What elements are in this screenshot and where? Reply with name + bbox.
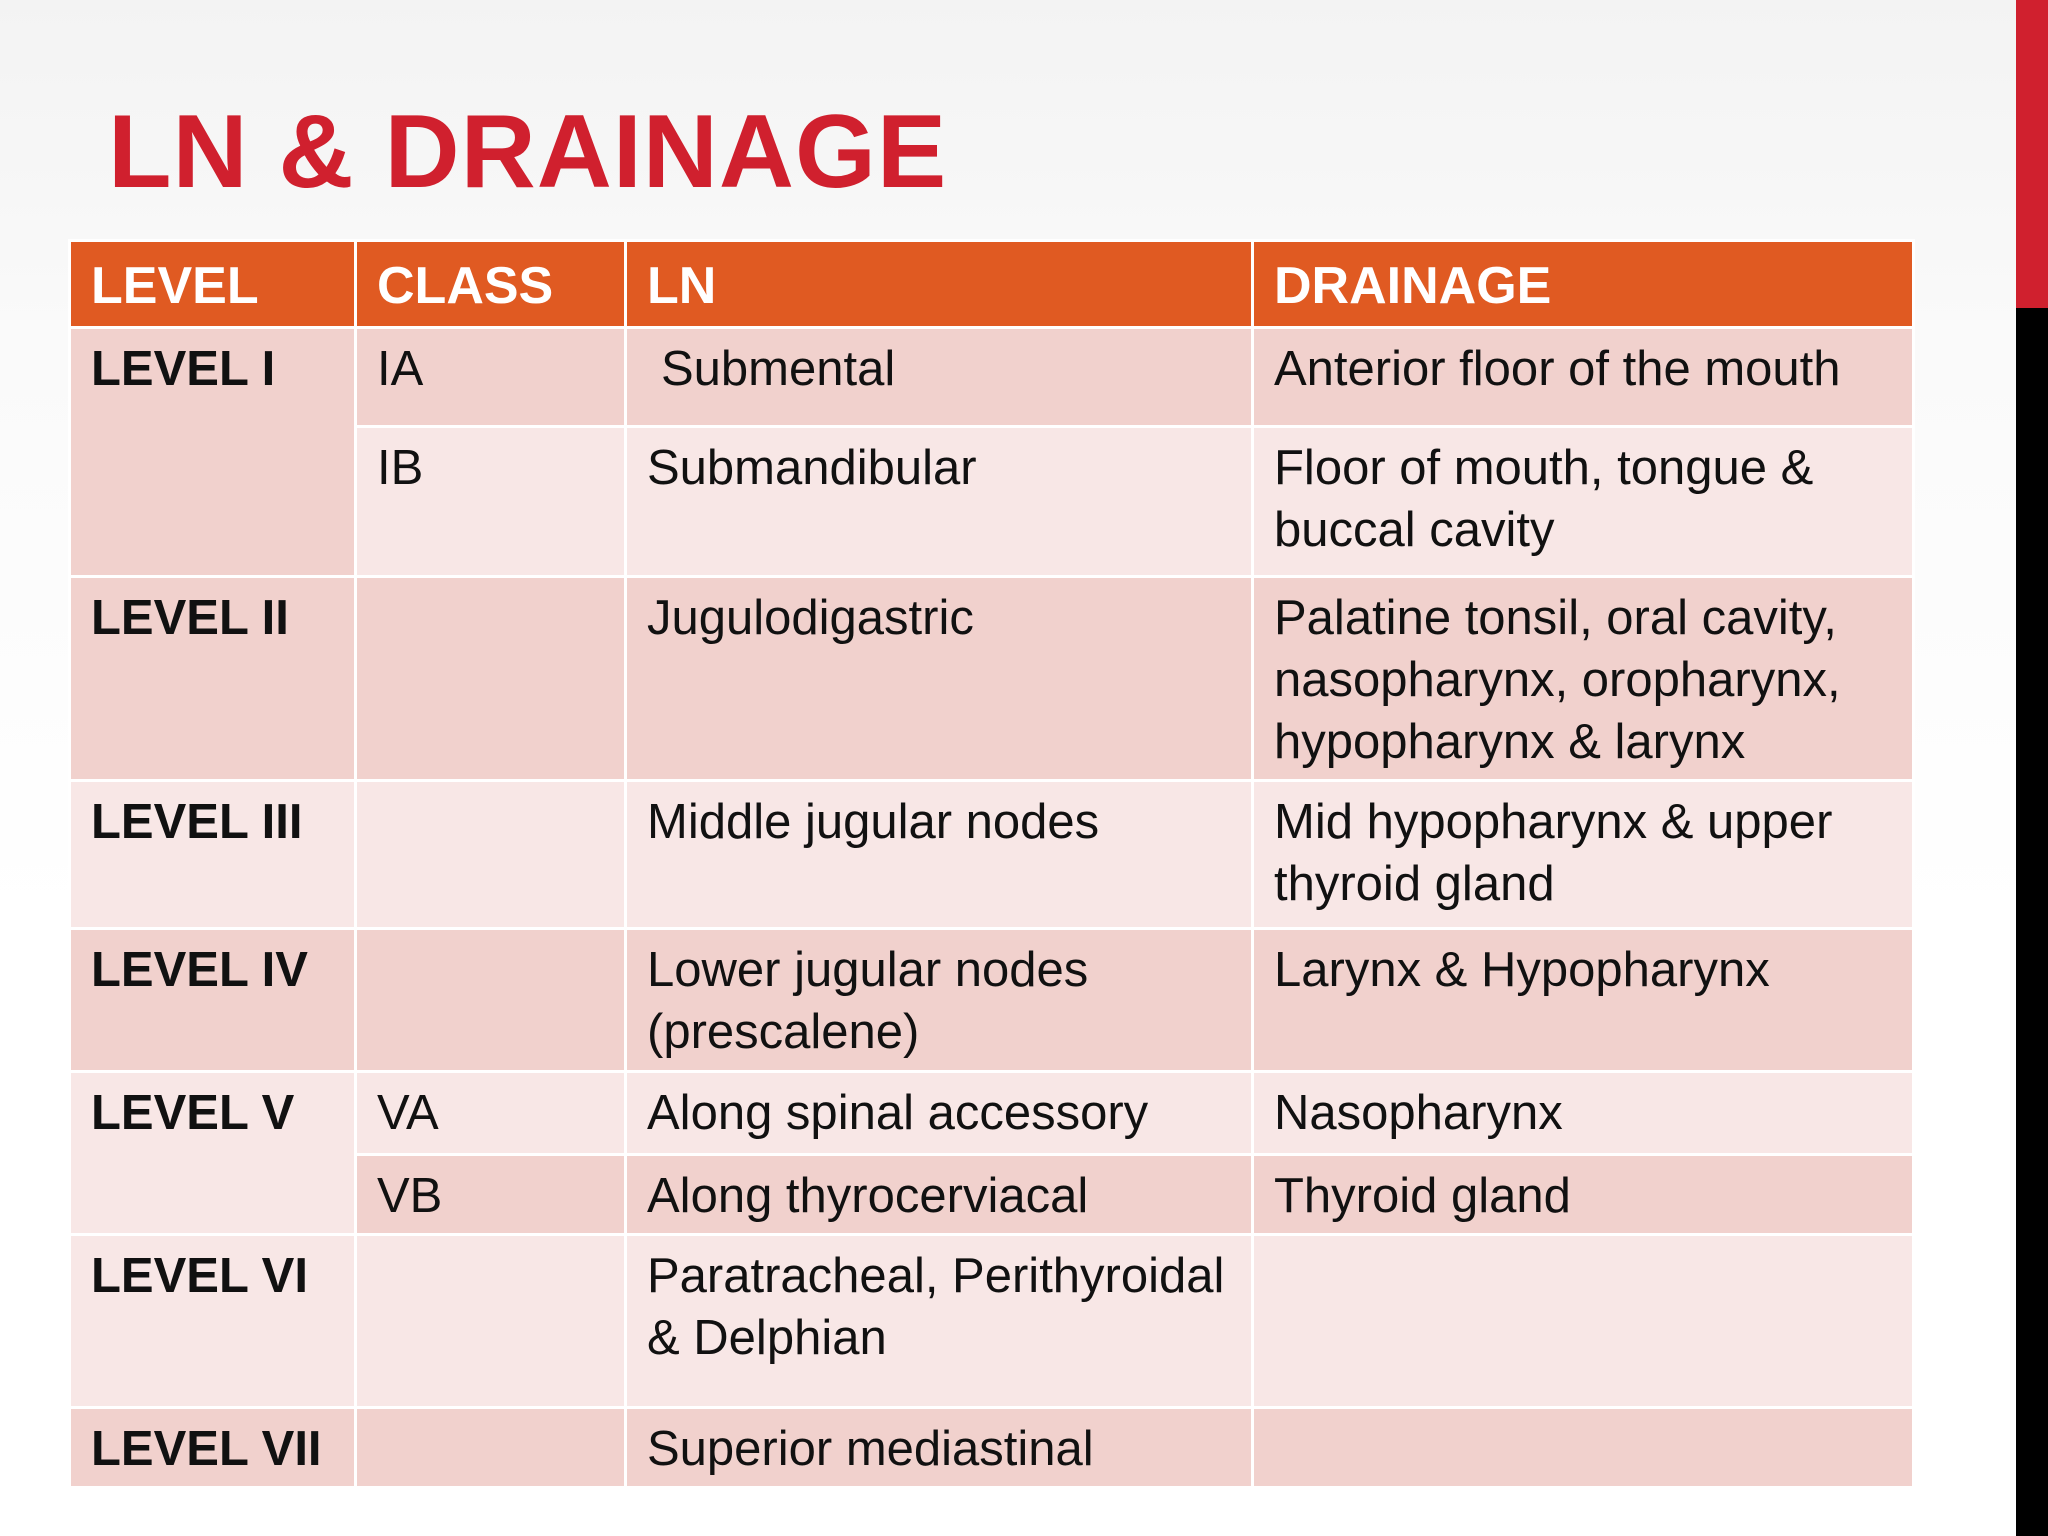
ln-cell: Jugulodigastric [626, 577, 1253, 781]
header-ln: LN [626, 241, 1253, 328]
table-row [70, 328, 1914, 427]
ln-cell: Submandibular [626, 427, 1253, 577]
table-row [70, 929, 1914, 1072]
accent-bar-black [2016, 308, 2048, 1536]
class-cell: VA [356, 1072, 626, 1155]
drainage-cell: Thyroid gland [1253, 1155, 1914, 1235]
drainage-cell: Nasopharynx [1253, 1072, 1914, 1155]
lymph-node-table [68, 239, 1915, 1489]
drainage-cell: Palatine tonsil, oral cavity, nasopharynx, oropharynx, hypopharynx & larynx [1253, 577, 1914, 781]
class-cell [356, 929, 626, 1072]
table-row [70, 781, 1914, 929]
class-cell [356, 577, 626, 781]
table-header-row [70, 241, 1914, 328]
drainage-cell: Floor of mouth, tongue & buccal cavity [1253, 427, 1914, 577]
drainage-cell [1253, 1235, 1914, 1408]
level-cell: LEVEL VII [70, 1408, 356, 1488]
level-cell: LEVEL IV [70, 929, 356, 1072]
drainage-cell: Mid hypopharynx & upper thyroid gland [1253, 781, 1914, 929]
ln-cell: Lower jugular nodes (prescalene) [626, 929, 1253, 1072]
class-cell [356, 1408, 626, 1488]
slide-title: LN & DRAINAGE [108, 94, 948, 210]
accent-bar-red [2016, 0, 2048, 308]
table-row [70, 577, 1914, 781]
ln-cell: Along thyrocerviacal [626, 1155, 1253, 1235]
class-cell: VB [356, 1155, 626, 1235]
header-drainage: DRAINAGE [1253, 241, 1914, 328]
level-cell: LEVEL III [70, 781, 356, 929]
class-cell [356, 1235, 626, 1408]
table-row [70, 1072, 1914, 1155]
ln-cell: Along spinal accessory [626, 1072, 1253, 1155]
ln-cell: Superior mediastinal [626, 1408, 1253, 1488]
class-cell: IB [356, 427, 626, 577]
header-level: LEVEL [70, 241, 356, 328]
header-class: CLASS [356, 241, 626, 328]
class-cell: IA [356, 328, 626, 427]
table-row [70, 1408, 1914, 1488]
ln-cell: Paratracheal, Perithyroidal & Delphian [626, 1235, 1253, 1408]
ln-cell: Submental [626, 328, 1253, 427]
class-cell [356, 781, 626, 929]
level-cell: LEVEL V [70, 1072, 356, 1235]
level-cell: LEVEL VI [70, 1235, 356, 1408]
table-row [70, 1235, 1914, 1408]
level-cell: LEVEL II [70, 577, 356, 781]
drainage-cell: Anterior floor of the mouth [1253, 328, 1914, 427]
drainage-cell: Larynx & Hypopharynx [1253, 929, 1914, 1072]
ln-cell: Middle jugular nodes [626, 781, 1253, 929]
drainage-cell [1253, 1408, 1914, 1488]
level-cell: LEVEL I [70, 328, 356, 577]
